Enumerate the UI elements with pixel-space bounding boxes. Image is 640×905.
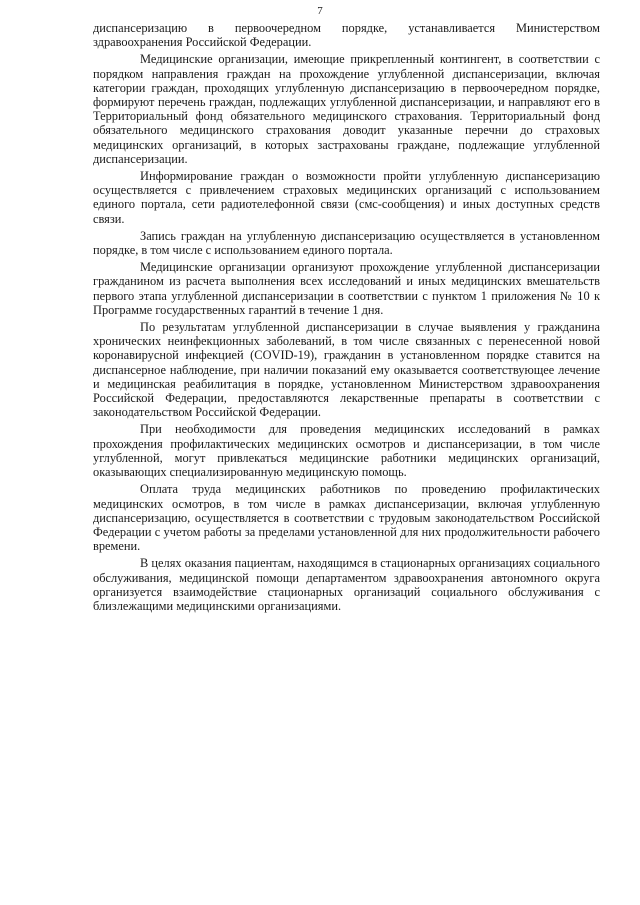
document-body xyxy=(93,21,600,616)
paragraph-3: Информирование граждан о возможности пройти углубленную диспансеризацию осуществляется с привлечением страховых медицинских организаций с использованием единого портала, сети радиотелефонной связи (смс-сообщения) и иных доступных средств связи. xyxy=(93,169,600,226)
paragraph-1: диспансеризацию в первоочередном порядке, устанавливается Министерством здравоохранения Российской Федерации. xyxy=(93,21,600,50)
paragraph-6: По результатам углубленной диспансеризации в случае выявления у гражданина хронических неинфекционных заболеваний, в том числе связанных с перенесенной новой коронавирусной инфекцией (COVID-19), гражданин в установленном порядке ставится на диспансерное наблюдение, при наличии показаний ему оказывается соответствующее лечение и медицинская реабилитация в порядке, установленном Министерством здравоохранения Российской Федерации, предоставляются лекарственные препараты в соответствии с законодательством Российской Федерации. xyxy=(93,320,600,420)
paragraph-7: При необходимости для проведения медицинских исследований в рамках прохождения профилактических медицинских осмотров и диспансеризации, в том числе углубленной, могут привлекаться медицинские работники медицинских организаций, оказывающих специализированную медицинскую помощь. xyxy=(93,422,600,480)
paragraph-8: Оплата труда медицинских работников по проведению профилактических медицинских осмотров, в том числе в рамках диспансеризации, включая углубленную диспансеризацию, осуществляется в соответствии с трудовым законодательством Российской Федерации с учетом работы за пределами установленной для них продолжительности рабочего времени. xyxy=(93,482,600,554)
page-number: 7 xyxy=(317,5,323,17)
paragraph-9: В целях оказания пациентам, находящимся в стационарных организациях социального обслуживания, медицинской помощи департаментом здравоохранения автономного округа организуется взаимодействие стационарных организаций социального обслуживания с близлежащими медицинскими организациями. xyxy=(93,556,600,613)
paragraph-5: Медицинские организации организуют прохождение углубленной диспансеризации гражданином из расчета выполнения всех исследований и иных медицинских вмешательств первого этапа углубленной диспансеризации в соответствии с пунктом 1 приложения № 10 к Программе государственных гарантий в течение 1 дня. xyxy=(93,260,600,317)
paragraph-4: Запись граждан на углубленную диспансеризацию осуществляется в установленном порядке, в том числе с использованием единого портала. xyxy=(93,228,600,258)
paragraph-2: Медицинские организации, имеющие прикрепленный контингент, в соответствии с порядком направления граждан на прохождение углубленной диспансеризации, включая категории граждан, проходящих углубленную диспансеризацию в первоочередном порядке, формируют перечень граждан, подлежащих углубленной диспансеризации, и направляют его в Территориальный фонд обязательного медицинского страхования. Территориальный фонд обязательного медицинского страхования доводит указанные перечни до страховых медицинских организаций, в которых застрахованы граждане, подлежащие углубленной диспансеризации. xyxy=(93,52,600,166)
